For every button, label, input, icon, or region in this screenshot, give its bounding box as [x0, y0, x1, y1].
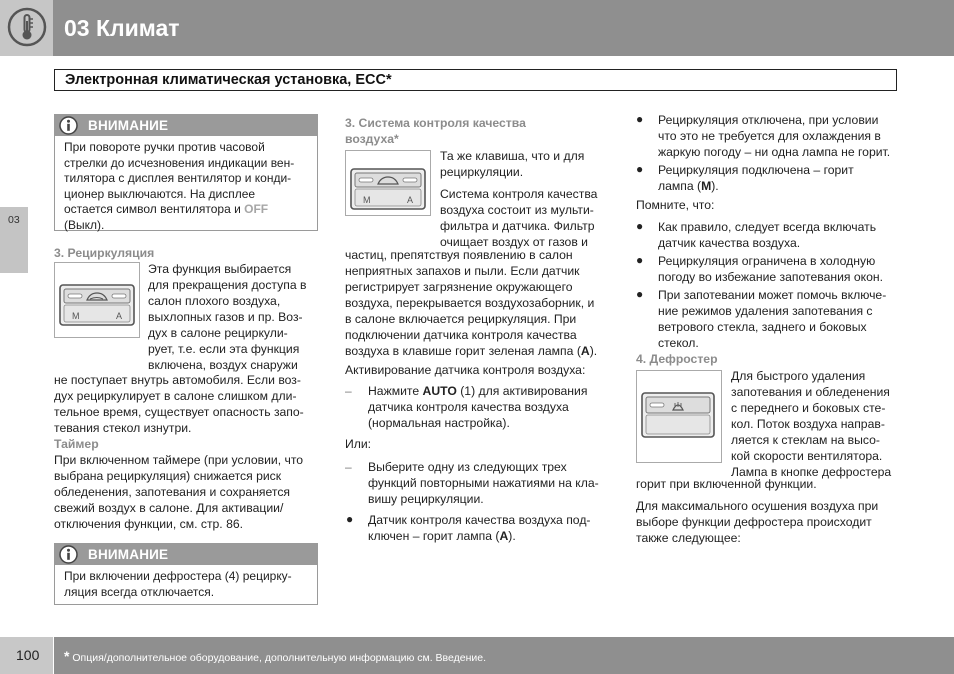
text-line: Как правило, следует всегда включать	[658, 220, 877, 234]
section-title-box	[54, 69, 897, 91]
recirculation-heading: 3. Рециркуляция	[54, 246, 155, 260]
defroster-text: горит при включенной функции.	[636, 477, 817, 491]
bullet-marker: ●	[636, 219, 644, 233]
info-icon	[59, 116, 78, 135]
warning-box-2	[54, 543, 318, 605]
text-line: жаркую погоду – ни одна лампа не горит.	[658, 145, 891, 159]
footnote-star: *	[64, 648, 70, 664]
off-label: OFF	[244, 202, 269, 216]
lamp-a-ref: A	[499, 529, 509, 543]
text-line: Эта функция выбирается	[148, 262, 292, 276]
text-line: воздуха, перекрывается воздухозаборник, и	[345, 296, 595, 310]
warning-line: ляция всегда отключается.	[64, 584, 215, 599]
text-line: погоду во избежание запотевания окон.	[658, 270, 884, 284]
text-line: неприятных запахов и пыли. Если датчик	[345, 264, 580, 278]
lamp-a-label: A	[116, 311, 123, 321]
warning-line: стрелки до исчезновения индикации вен-	[64, 155, 295, 170]
warning-title: ВНИМАНИЕ	[88, 547, 169, 562]
activation-text: Активирование датчика контроля воздуха:	[345, 363, 586, 377]
remember-text: Помните, что:	[636, 198, 715, 212]
text-line: Та же клавиша, что и для	[440, 149, 585, 163]
text-line: стекол.	[658, 336, 699, 350]
warning-line: тилятора с дисплея вентилятор и конди-	[64, 171, 292, 185]
bullet-marker: ●	[636, 253, 644, 267]
air-quality-heading	[345, 116, 526, 147]
heading-line: 3. Система контроля качества	[345, 116, 526, 130]
text-line: кой скорости вентилятора.	[731, 449, 883, 463]
text-line: При запотевании может помочь включе-	[658, 288, 887, 302]
text-line: Система контроля качества	[440, 187, 598, 201]
warning-header	[55, 544, 317, 565]
footnote-text: Опция/дополнительное оборудование, дополнительную информацию см. Введение.	[69, 652, 486, 664]
bullet-marker: ●	[346, 512, 354, 526]
text-line: Выберите одну из следующих трех	[368, 460, 567, 474]
thermometer-icon	[7, 7, 47, 47]
text-line: выхлопных газов и пр. Воз-	[148, 310, 303, 324]
text-line: тельное время, существует опасность запо-	[54, 405, 304, 419]
warning-line: При включении дефростера (4) рециркy-	[64, 569, 292, 583]
text-line: Рециркуляция подключена – горит	[658, 163, 854, 177]
auto-label: AUTO	[422, 384, 457, 398]
air-quality-button-illustration	[345, 150, 431, 216]
section-title: Электронная климатическая установка, ECC*	[65, 72, 392, 88]
text-line: При включенном таймере (при условии, что	[54, 453, 304, 467]
text-line: вишу рециркуляции.	[368, 492, 484, 506]
climate-panel-illustration	[637, 371, 721, 462]
lamp-m-label: M	[363, 195, 371, 205]
text-line: регистрирует загрязнение окружающего	[345, 280, 573, 294]
bullet-marker: ●	[636, 112, 644, 126]
text-line: функций повторными нажатиями на кла-	[368, 476, 599, 490]
text-line: ляется к стеклам на высо-	[731, 433, 880, 447]
text-line: Нажмите AUTO (1) для активирования	[368, 384, 588, 398]
header-icon-box	[0, 0, 53, 56]
lamp-m-ref: M	[701, 179, 712, 193]
text-line: частиц, препятствуя появлению в салон	[345, 248, 573, 262]
text-line: с переднего и боковых сте-	[731, 401, 886, 415]
text-line: рует, т.е. если эта функция	[148, 342, 300, 356]
text-line: обледенения, запотевания и сохраняется	[54, 485, 291, 499]
text-line: включена, воздух снаружи	[148, 358, 298, 372]
climate-panel-illustration	[55, 263, 139, 337]
warning-box-1	[54, 114, 318, 231]
bullet-marker: ●	[636, 162, 644, 176]
warning-line: ционер выключаются. На дисплее	[64, 186, 256, 201]
text-line: кол. Поток воздуха направ-	[731, 417, 885, 431]
text-line: рециркуляции.	[440, 165, 524, 179]
chapter-tab-label: 03	[8, 214, 20, 226]
bullet-marker: ●	[636, 287, 644, 301]
warning-text	[64, 569, 311, 600]
text-line: выбрана рециркуляция) снижается риск	[54, 469, 282, 483]
dash-marker: –	[345, 384, 352, 398]
text-line: Рециркуляция отключена, при условии	[658, 113, 879, 127]
text-line: дух в салоне рециркули-	[148, 326, 288, 340]
recirculation-button-illustration	[54, 262, 140, 338]
text-line: воздуха состоит из мульти-	[440, 203, 594, 217]
text-line: (нормальная настройка).	[368, 416, 510, 430]
warning-header	[55, 115, 317, 136]
lamp-m-label: M	[72, 311, 80, 321]
text-line: также следующее:	[636, 531, 741, 545]
warning-line: При повороте ручки против часовой	[64, 140, 265, 154]
page-number: 100	[16, 647, 40, 663]
info-icon	[59, 545, 78, 564]
text-line: Датчик контроля качества воздуха под-	[368, 513, 591, 527]
text-line: лампа (M).	[658, 179, 719, 193]
text-line: очищает воздух от газов и	[440, 235, 588, 249]
warning-line: остается символ вентилятора и OFF	[64, 202, 269, 216]
timer-heading: Таймер	[54, 437, 99, 451]
defroster-heading: 4. Дефростер	[636, 352, 718, 366]
text-line: Для быстрого удаления	[731, 369, 866, 383]
text-line: запотевания и обледенения	[731, 385, 890, 399]
warning-text	[64, 140, 311, 233]
page-title: 03 Климат	[64, 15, 180, 41]
text-line: Для максимального осушения воздуха при	[636, 499, 879, 513]
text-line: выборе функции дефростера происходит	[636, 515, 872, 529]
text-line: что это не требуется для охлаждения в	[658, 129, 881, 143]
text-line: подключении датчика контроля качества	[345, 328, 577, 342]
text-line: датчик качества воздуха.	[658, 236, 801, 250]
lamp-a-ref: A	[580, 344, 590, 358]
text-line: тевания стекол изнутри.	[54, 421, 192, 435]
heading-line: воздуха*	[345, 131, 399, 146]
text-line: отключения функции, см. стр. 86.	[54, 517, 244, 531]
text-line: ние режимов удаления запотевания с	[658, 304, 873, 318]
text-line: дух рециркулирует в салоне слишком дли-	[54, 389, 297, 403]
text-line: фильтра и датчика. Фильтр	[440, 219, 595, 233]
text-line: Рециркуляция ограничена в холодную	[658, 254, 876, 268]
footnote	[64, 648, 486, 664]
text-line: ключен – горит лампа (A).	[368, 529, 516, 543]
text-line: не поступает внутрь автомобиля. Если воз-	[54, 373, 301, 387]
text-line: салон плохого воздуха,	[148, 294, 281, 308]
text-line: датчика контроля качества воздуха	[368, 400, 569, 414]
text-line: в салоне включается рециркуляция. При	[345, 312, 577, 326]
defroster-button-illustration	[636, 370, 722, 463]
warning-line: (Выкл).	[64, 217, 105, 232]
lamp-a-label: A	[407, 195, 414, 205]
chapter-tab	[0, 207, 28, 273]
warning-title: ВНИМАНИЕ	[88, 118, 169, 133]
dash-marker: –	[345, 460, 352, 474]
climate-panel-illustration	[346, 151, 430, 215]
text-line: Лампа в кнопке дефростера	[731, 465, 892, 479]
or-text: Или:	[345, 437, 372, 451]
text-line: для прекращения доступа в	[148, 278, 307, 292]
text-line: ветрового стекла, заднего и боковых	[658, 320, 867, 334]
text-line: свежий воздух в салоне. Для активации/	[54, 501, 284, 515]
text-line: воздуха в клавише горит зеленая лампа (A).	[345, 344, 598, 358]
